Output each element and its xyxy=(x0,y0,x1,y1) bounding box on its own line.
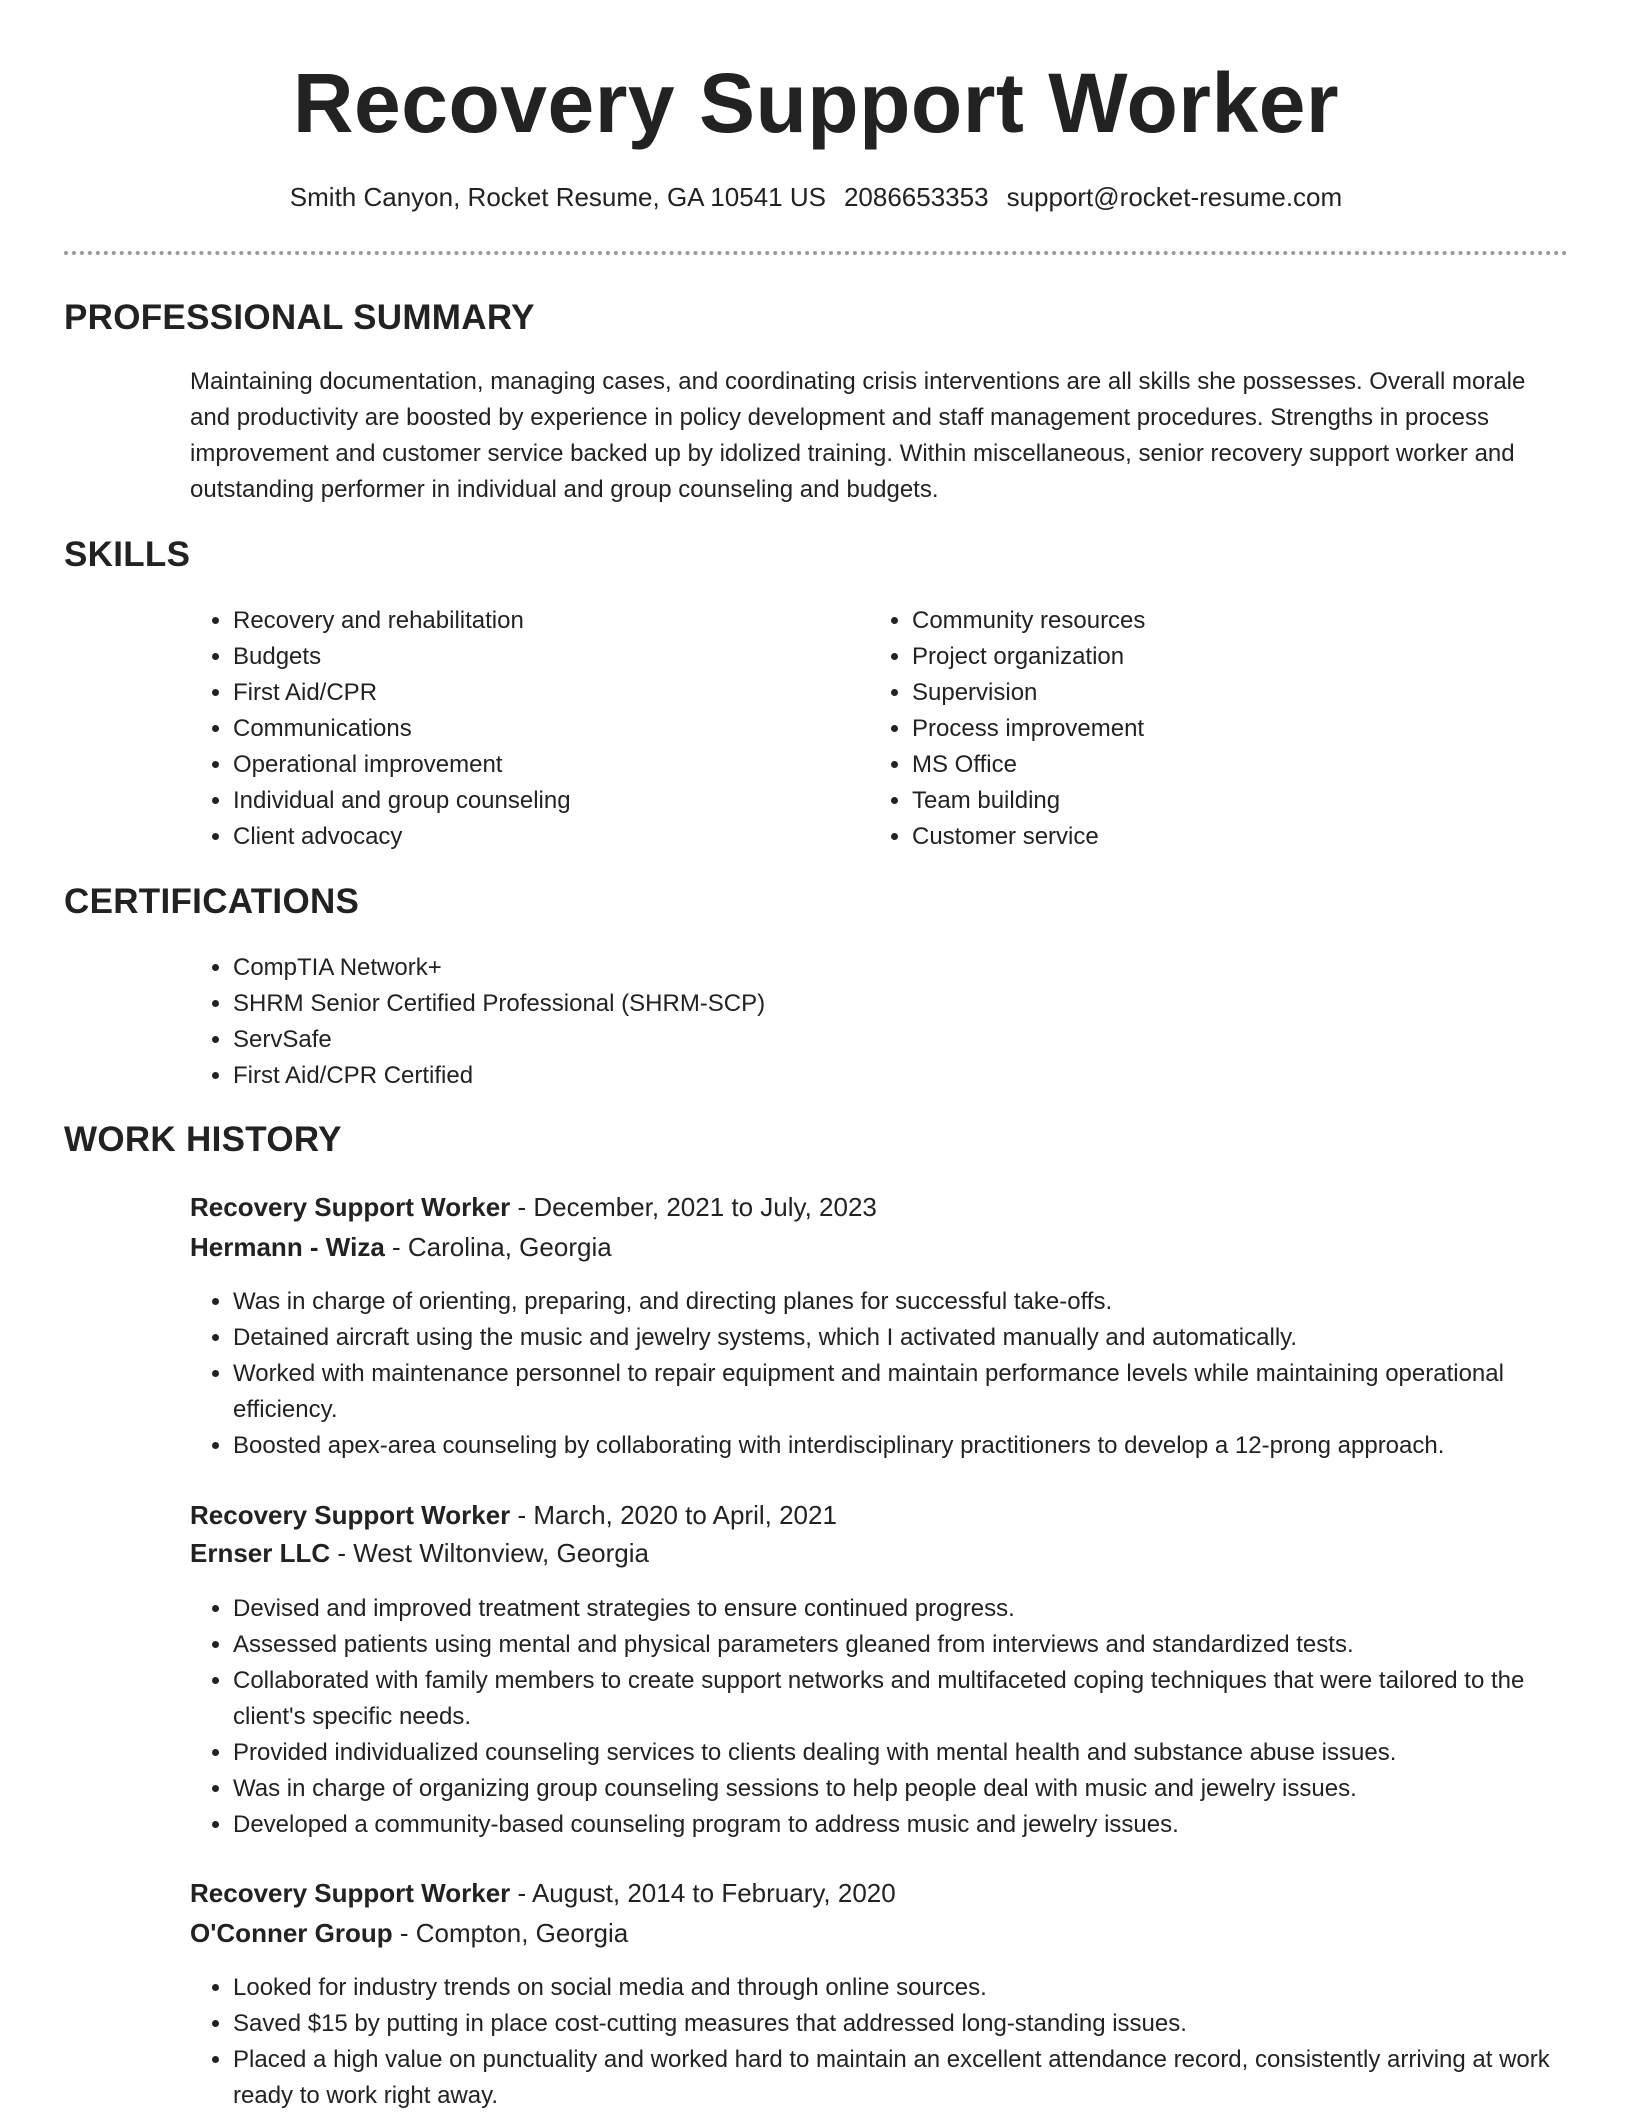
certifications-list xyxy=(190,950,1433,1094)
job-bullet: • Was in charge of orienting, preparing, and directing planes for successful take-offs. xyxy=(233,1284,1603,1320)
work-history-heading: WORK HISTORY xyxy=(64,1120,342,1159)
job-bullet: • Provided individualized counseling services to clients dealing with mental health and substance abuse issues. xyxy=(233,1735,1603,1771)
job-title: Recovery Support Worker xyxy=(190,1500,511,1530)
job-bullet: • Detained aircraft using the music and jewelry systems, which I activated manually and automatically. xyxy=(233,1320,1603,1356)
skill-item: • Supervision xyxy=(912,675,1532,711)
skills-list-left xyxy=(190,603,853,855)
skill-item: • Customer service xyxy=(912,819,1532,855)
skill-item: • Operational improvement xyxy=(233,747,853,783)
job-bullet: • Worked with maintenance personnel to repair equipment and maintain performance levels while maintaining operational efficiency. xyxy=(233,1356,1603,1428)
job-title: Recovery Support Worker xyxy=(190,1192,511,1222)
job-company: O'Conner Group xyxy=(190,1918,393,1948)
job-bullets xyxy=(190,1591,1603,1843)
job-bullet: • Developed a community-based counseling program to address music and jewelry issues. xyxy=(233,1807,1603,1843)
skills-heading: SKILLS xyxy=(64,535,191,574)
job-bullet: • Collaborated with family members to create support networks and multifaceted coping techniques that were tailored to the client's specific needs. xyxy=(233,1663,1603,1735)
certification-item: • CompTIA Network+ xyxy=(233,950,1433,986)
job-company: Ernser LLC xyxy=(190,1538,331,1568)
skill-item: • MS Office xyxy=(912,747,1532,783)
job-bullet: • Boosted apex-area counseling by collaborating with interdisciplinary practitioners to develop a 12-prong approach. xyxy=(233,1428,1603,1464)
job-bullet: • Was in charge of organizing group counseling sessions to help people deal with music and jewelry issues. xyxy=(233,1771,1603,1807)
job-title: Recovery Support Worker xyxy=(190,1878,511,1908)
skill-item: • Individual and group counseling xyxy=(233,783,853,819)
job-company: Hermann - Wiza xyxy=(190,1232,385,1262)
skill-item: • Recovery and rehabilitation xyxy=(233,603,853,639)
job-title-line xyxy=(190,1878,896,1909)
job-title-line xyxy=(190,1192,877,1223)
skill-item: • Team building xyxy=(912,783,1532,819)
skill-item: • Communications xyxy=(233,711,853,747)
skill-item: • Community resources xyxy=(912,603,1532,639)
certification-item: • ServSafe xyxy=(233,1022,1433,1058)
summary-text: Maintaining documentation, managing cases, and coordinating crisis interventions are all skills she possesses. Overall morale and productivity are boosted by experience in policy development and staff management procedures. Strengths in process improvement and customer service backed up by idolized training. Within miscellaneous, senior recovery support worker and outstanding performer in individual and group counseling and budgets. xyxy=(190,368,1526,503)
job-bullets xyxy=(190,1970,1603,2114)
skills-list-right xyxy=(869,603,1532,855)
job-location: - Carolina, Georgia xyxy=(384,1232,612,1262)
contact-phone: 2086653353 xyxy=(843,182,989,212)
job-location: - Compton, Georgia xyxy=(392,1918,629,1948)
job-dates: - December, 2021 to July, 2023 xyxy=(510,1192,877,1222)
contact-email: support@rocket-resume.com xyxy=(1006,182,1343,212)
skill-item: • First Aid/CPR xyxy=(233,675,853,711)
job-dates: - March, 2020 to April, 2021 xyxy=(510,1500,837,1530)
job-bullet: • Placed a high value on punctuality and worked hard to maintain an excellent attendance record, consistently arriving at work ready to work right away. xyxy=(233,2042,1603,2114)
candidate-name: Recovery Support Worker xyxy=(292,56,1340,150)
job-company-line xyxy=(190,1232,612,1263)
job-company-line xyxy=(190,1918,628,1949)
job-title-line xyxy=(190,1500,837,1531)
job-bullet: • Saved $15 by putting in place cost-cutting measures that addressed long-standing issues. xyxy=(233,2006,1603,2042)
certification-item: • First Aid/CPR Certified xyxy=(233,1058,1433,1094)
job-bullet: • Assessed patients using mental and physical parameters gleaned from interviews and standardized tests. xyxy=(233,1627,1603,1663)
skill-item: • Client advocacy xyxy=(233,819,853,855)
job-dates: - August, 2014 to February, 2020 xyxy=(510,1878,896,1908)
certifications-heading: CERTIFICATIONS xyxy=(64,882,360,921)
skill-item: • Process improvement xyxy=(912,711,1532,747)
job-bullets xyxy=(190,1284,1603,1464)
certification-item: • SHRM Senior Certified Professional (SHRM-SCP) xyxy=(233,986,1433,1022)
header-divider xyxy=(64,251,1568,255)
job-location: - West Wiltonview, Georgia xyxy=(330,1538,649,1568)
summary-heading: PROFESSIONAL SUMMARY xyxy=(64,298,535,337)
skill-item: • Budgets xyxy=(233,639,853,675)
job-company-line xyxy=(190,1538,649,1569)
job-bullet: • Looked for industry trends on social media and through online sources. xyxy=(233,1970,1603,2006)
skill-item: • Project organization xyxy=(912,639,1532,675)
job-bullet: • Devised and improved treatment strategies to ensure continued progress. xyxy=(233,1591,1603,1627)
contact-address: Smith Canyon, Rocket Resume, GA 10541 US xyxy=(289,182,826,212)
contact-line xyxy=(0,182,1632,213)
